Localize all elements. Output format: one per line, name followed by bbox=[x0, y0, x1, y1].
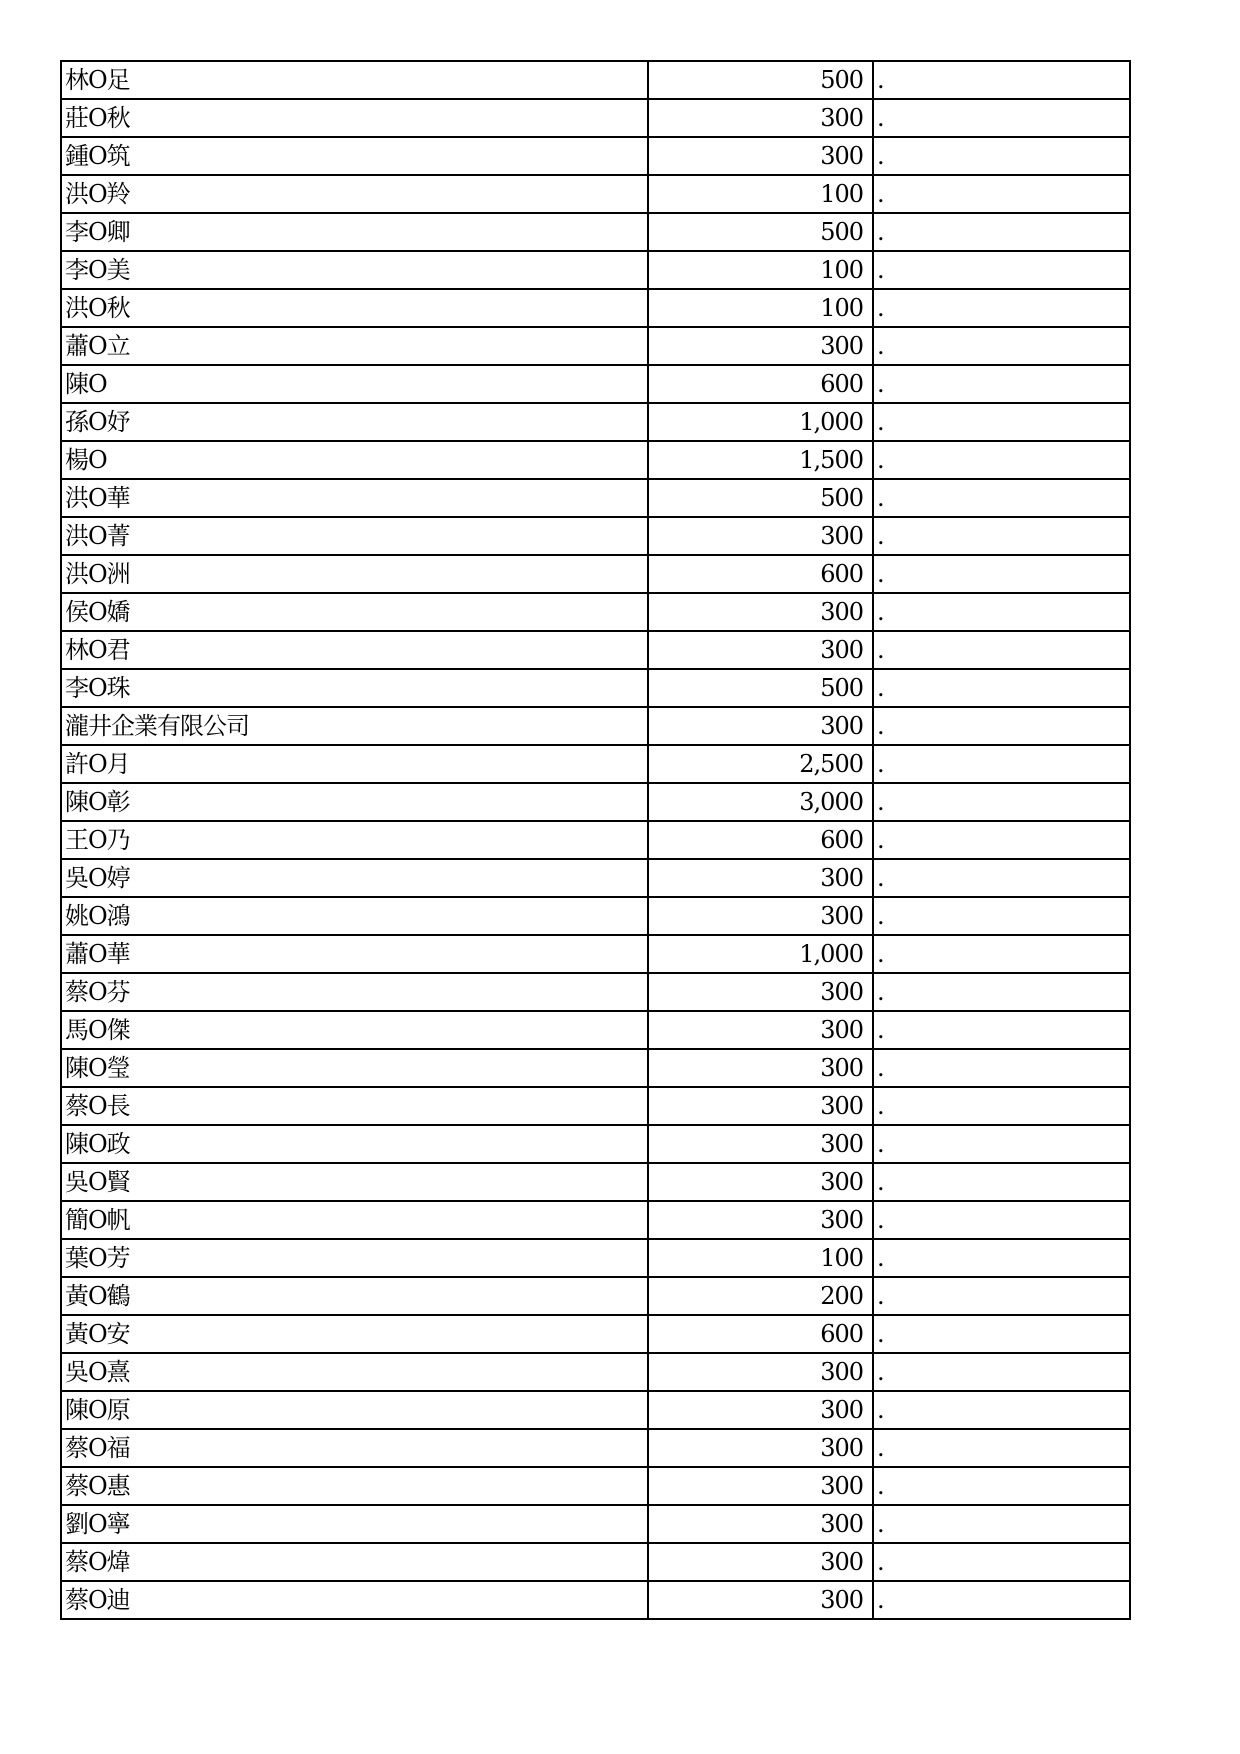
table-row bbox=[61, 479, 1130, 517]
table-row bbox=[61, 821, 1130, 859]
note-cell: . bbox=[873, 669, 1130, 707]
table-row bbox=[61, 1353, 1130, 1391]
donor-name-cell: 馬O傑 bbox=[61, 1011, 648, 1049]
donation-amount-cell: 500 bbox=[648, 213, 873, 251]
table-row bbox=[61, 935, 1130, 973]
donation-amount-cell: 200 bbox=[648, 1277, 873, 1315]
note-cell: . bbox=[873, 1163, 1130, 1201]
table-row bbox=[61, 973, 1130, 1011]
donation-amount-cell: 300 bbox=[648, 1163, 873, 1201]
donor-name-cell: 莊O秋 bbox=[61, 99, 648, 137]
table-row bbox=[61, 517, 1130, 555]
donation-amount-cell: 600 bbox=[648, 555, 873, 593]
donor-name-cell: 蕭O立 bbox=[61, 327, 648, 365]
table-row bbox=[61, 1581, 1130, 1619]
table-row bbox=[61, 1201, 1130, 1239]
note-cell: . bbox=[873, 327, 1130, 365]
donation-amount-cell: 100 bbox=[648, 175, 873, 213]
donor-name-cell: 洪O菁 bbox=[61, 517, 648, 555]
note-cell: . bbox=[873, 137, 1130, 175]
donor-name-cell: 蔡O惠 bbox=[61, 1467, 648, 1505]
table-row bbox=[61, 745, 1130, 783]
note-cell: . bbox=[873, 517, 1130, 555]
donation-amount-cell: 300 bbox=[648, 517, 873, 555]
note-cell: . bbox=[873, 1277, 1130, 1315]
donation-amount-cell: 300 bbox=[648, 593, 873, 631]
table-row bbox=[61, 1391, 1130, 1429]
table-row bbox=[61, 1315, 1130, 1353]
donor-name-cell: 瀧井企業有限公司 bbox=[61, 707, 648, 745]
donation-amount-cell: 1,500 bbox=[648, 441, 873, 479]
donor-name-cell: 陳O政 bbox=[61, 1125, 648, 1163]
note-cell: . bbox=[873, 1315, 1130, 1353]
donor-name-cell: 孫O妤 bbox=[61, 403, 648, 441]
donation-amount-cell: 600 bbox=[648, 1315, 873, 1353]
donation-amount-cell: 500 bbox=[648, 61, 873, 99]
note-cell: . bbox=[873, 1429, 1130, 1467]
note-cell: . bbox=[873, 1353, 1130, 1391]
table-row bbox=[61, 441, 1130, 479]
donor-name-cell: 李O珠 bbox=[61, 669, 648, 707]
table-row bbox=[61, 327, 1130, 365]
donation-amount-cell: 500 bbox=[648, 479, 873, 517]
donor-name-cell: 李O美 bbox=[61, 251, 648, 289]
donor-name-cell: 洪O羚 bbox=[61, 175, 648, 213]
donation-amount-cell: 300 bbox=[648, 897, 873, 935]
note-cell: . bbox=[873, 99, 1130, 137]
donation-amount-cell: 100 bbox=[648, 1239, 873, 1277]
donation-amount-cell: 300 bbox=[648, 1201, 873, 1239]
donation-amount-cell: 300 bbox=[648, 137, 873, 175]
table-row bbox=[61, 859, 1130, 897]
donation-amount-cell: 300 bbox=[648, 327, 873, 365]
donor-name-cell: 陳O原 bbox=[61, 1391, 648, 1429]
donor-name-cell: 洪O華 bbox=[61, 479, 648, 517]
donation-amount-cell: 300 bbox=[648, 707, 873, 745]
donor-name-cell: 林O君 bbox=[61, 631, 648, 669]
donor-name-cell: 許O月 bbox=[61, 745, 648, 783]
donor-name-cell: 黃O安 bbox=[61, 1315, 648, 1353]
donation-amount-cell: 300 bbox=[648, 1467, 873, 1505]
donation-amount-cell: 300 bbox=[648, 1581, 873, 1619]
donation-amount-cell: 300 bbox=[648, 1087, 873, 1125]
table-row bbox=[61, 1163, 1130, 1201]
donor-name-cell: 楊O bbox=[61, 441, 648, 479]
table-row bbox=[61, 1049, 1130, 1087]
donation-amount-cell: 300 bbox=[648, 1543, 873, 1581]
table-row bbox=[61, 593, 1130, 631]
donation-amount-cell: 300 bbox=[648, 99, 873, 137]
note-cell: . bbox=[873, 251, 1130, 289]
note-cell: . bbox=[873, 1581, 1130, 1619]
note-cell: . bbox=[873, 897, 1130, 935]
table-row bbox=[61, 783, 1130, 821]
donor-name-cell: 陳O bbox=[61, 365, 648, 403]
note-cell: . bbox=[873, 859, 1130, 897]
donor-name-cell: 吳O熹 bbox=[61, 1353, 648, 1391]
donation-amount-cell: 300 bbox=[648, 631, 873, 669]
donor-name-cell: 李O卿 bbox=[61, 213, 648, 251]
table-row bbox=[61, 1087, 1130, 1125]
table-row bbox=[61, 555, 1130, 593]
table-row bbox=[61, 1011, 1130, 1049]
donation-amount-cell: 300 bbox=[648, 1011, 873, 1049]
note-cell: . bbox=[873, 1505, 1130, 1543]
donation-amount-cell: 600 bbox=[648, 821, 873, 859]
donor-name-cell: 吳O賢 bbox=[61, 1163, 648, 1201]
table-row bbox=[61, 631, 1130, 669]
donation-amount-cell: 1,000 bbox=[648, 935, 873, 973]
table-row bbox=[61, 669, 1130, 707]
donor-name-cell: 蔡O迪 bbox=[61, 1581, 648, 1619]
note-cell: . bbox=[873, 1239, 1130, 1277]
note-cell: . bbox=[873, 973, 1130, 1011]
table-row bbox=[61, 707, 1130, 745]
table-row bbox=[61, 1467, 1130, 1505]
donation-amount-cell: 300 bbox=[648, 1353, 873, 1391]
donor-name-cell: 蕭O華 bbox=[61, 935, 648, 973]
donor-name-cell: 鍾O筑 bbox=[61, 137, 648, 175]
note-cell: . bbox=[873, 289, 1130, 327]
donor-name-cell: 蔡O煒 bbox=[61, 1543, 648, 1581]
donation-amount-cell: 300 bbox=[648, 859, 873, 897]
note-cell: . bbox=[873, 1467, 1130, 1505]
table-row bbox=[61, 1277, 1130, 1315]
table-row bbox=[61, 897, 1130, 935]
note-cell: . bbox=[873, 707, 1130, 745]
table-row bbox=[61, 175, 1130, 213]
note-cell: . bbox=[873, 1049, 1130, 1087]
donor-name-cell: 黃O鶴 bbox=[61, 1277, 648, 1315]
donor-name-cell: 蔡O福 bbox=[61, 1429, 648, 1467]
note-cell: . bbox=[873, 1011, 1130, 1049]
donor-name-cell: 陳O彰 bbox=[61, 783, 648, 821]
donor-name-cell: 陳O瑩 bbox=[61, 1049, 648, 1087]
donor-name-cell: 洪O洲 bbox=[61, 555, 648, 593]
donation-amount-cell: 100 bbox=[648, 289, 873, 327]
table-row bbox=[61, 251, 1130, 289]
donation-table-body bbox=[61, 61, 1130, 1619]
note-cell: . bbox=[873, 1125, 1130, 1163]
table-row bbox=[61, 1429, 1130, 1467]
note-cell: . bbox=[873, 555, 1130, 593]
donation-table bbox=[60, 60, 1131, 1620]
donor-name-cell: 侯O嬌 bbox=[61, 593, 648, 631]
donation-amount-cell: 300 bbox=[648, 1125, 873, 1163]
note-cell: . bbox=[873, 631, 1130, 669]
donor-name-cell: 葉O芳 bbox=[61, 1239, 648, 1277]
note-cell: . bbox=[873, 1087, 1130, 1125]
table-row bbox=[61, 403, 1130, 441]
donation-amount-cell: 600 bbox=[648, 365, 873, 403]
donor-name-cell: 王O乃 bbox=[61, 821, 648, 859]
note-cell: . bbox=[873, 61, 1130, 99]
donor-name-cell: 蔡O芬 bbox=[61, 973, 648, 1011]
note-cell: . bbox=[873, 213, 1130, 251]
note-cell: . bbox=[873, 403, 1130, 441]
table-row bbox=[61, 365, 1130, 403]
note-cell: . bbox=[873, 1391, 1130, 1429]
table-row bbox=[61, 1543, 1130, 1581]
donation-amount-cell: 500 bbox=[648, 669, 873, 707]
donation-amount-cell: 1,000 bbox=[648, 403, 873, 441]
donor-name-cell: 洪O秋 bbox=[61, 289, 648, 327]
table-row bbox=[61, 137, 1130, 175]
donor-name-cell: 劉O寧 bbox=[61, 1505, 648, 1543]
note-cell: . bbox=[873, 1201, 1130, 1239]
note-cell: . bbox=[873, 745, 1130, 783]
table-row bbox=[61, 61, 1130, 99]
table-row bbox=[61, 1239, 1130, 1277]
note-cell: . bbox=[873, 479, 1130, 517]
donation-amount-cell: 2,500 bbox=[648, 745, 873, 783]
note-cell: . bbox=[873, 365, 1130, 403]
donation-amount-cell: 300 bbox=[648, 1429, 873, 1467]
note-cell: . bbox=[873, 783, 1130, 821]
note-cell: . bbox=[873, 175, 1130, 213]
donor-name-cell: 林O足 bbox=[61, 61, 648, 99]
table-row bbox=[61, 99, 1130, 137]
donation-amount-cell: 100 bbox=[648, 251, 873, 289]
note-cell: . bbox=[873, 821, 1130, 859]
donation-amount-cell: 300 bbox=[648, 1505, 873, 1543]
note-cell: . bbox=[873, 935, 1130, 973]
table-row bbox=[61, 1125, 1130, 1163]
donor-name-cell: 吳O婷 bbox=[61, 859, 648, 897]
donor-name-cell: 姚O鴻 bbox=[61, 897, 648, 935]
donation-amount-cell: 300 bbox=[648, 1391, 873, 1429]
donation-amount-cell: 300 bbox=[648, 973, 873, 1011]
note-cell: . bbox=[873, 1543, 1130, 1581]
donation-amount-cell: 300 bbox=[648, 1049, 873, 1087]
donor-name-cell: 簡O帆 bbox=[61, 1201, 648, 1239]
donation-amount-cell: 3,000 bbox=[648, 783, 873, 821]
table-row bbox=[61, 289, 1130, 327]
table-row bbox=[61, 213, 1130, 251]
note-cell: . bbox=[873, 441, 1130, 479]
note-cell: . bbox=[873, 593, 1130, 631]
table-row bbox=[61, 1505, 1130, 1543]
donor-name-cell: 蔡O長 bbox=[61, 1087, 648, 1125]
